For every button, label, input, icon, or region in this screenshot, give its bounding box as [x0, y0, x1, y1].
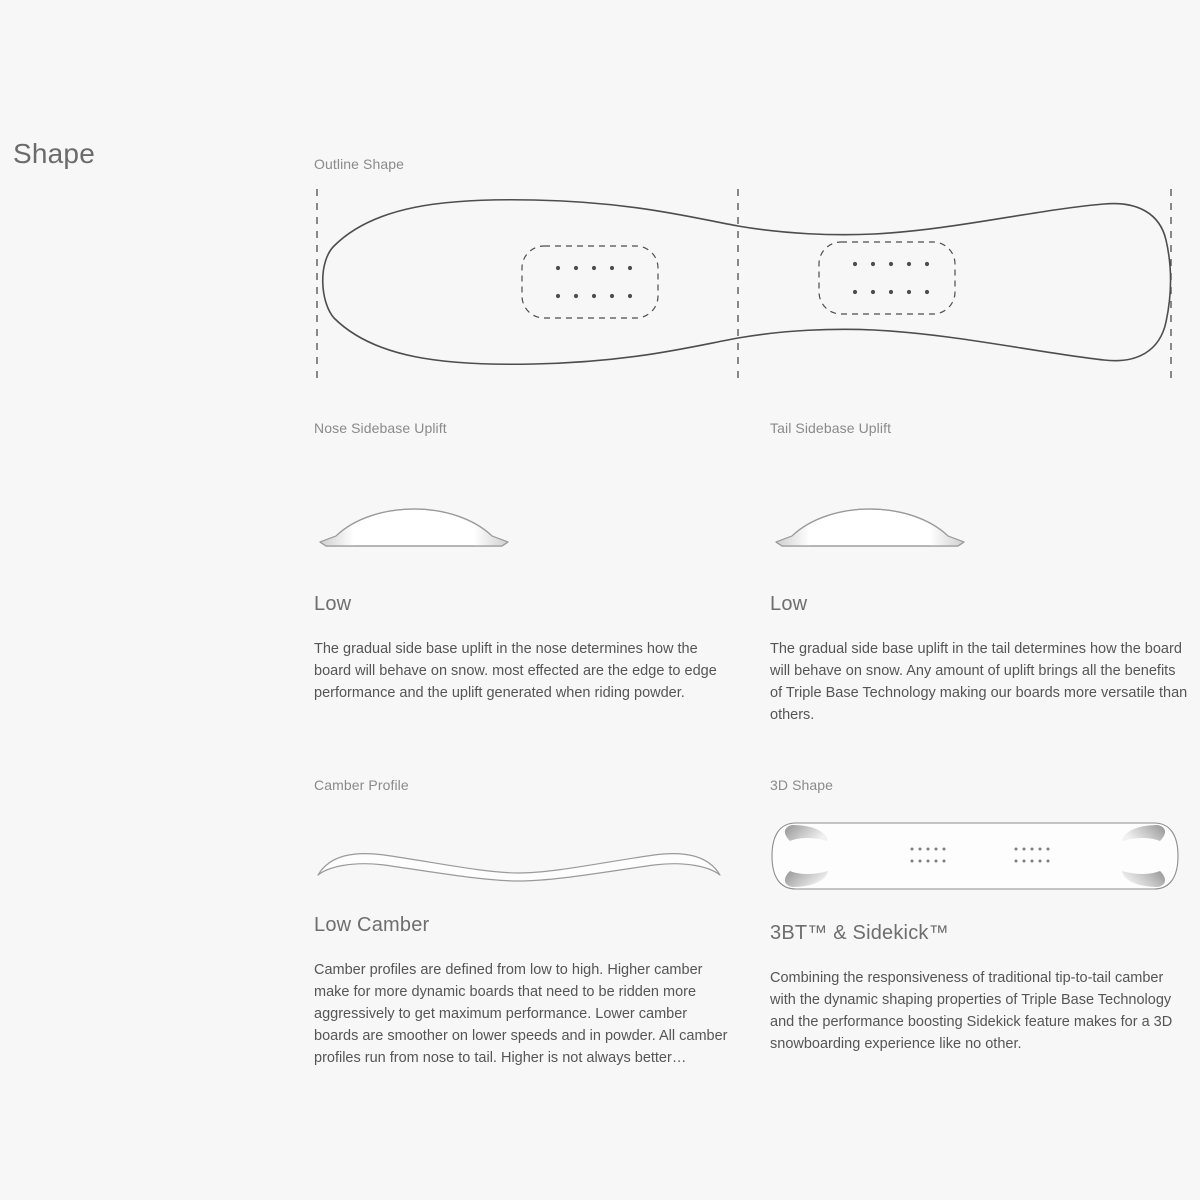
nose-uplift-value: Low: [314, 593, 352, 615]
3d-shape-label: 3D Shape: [770, 777, 834, 793]
tail-uplift-value: Low: [770, 593, 808, 615]
tail-sidebase-uplift-block: [770, 420, 1190, 726]
nose-sidebase-uplift-block: [314, 420, 734, 704]
binding-insert-nose: [522, 246, 658, 318]
outline-shape-label: Outline Shape: [314, 156, 405, 172]
snowboard-outline-diagram: [314, 184, 1174, 384]
camber-profile-description: Camber profiles are defined from low to high. Higher camber make for more dynamic boards that need to be ridden more aggressively to get maximum performance. Lower camber boards are smoother on lower speeds and in powder. All camber profiles run from nose to tail. Higher is not always better…: [314, 962, 728, 1067]
tail-sidebase-uplift-label: Tail Sidebase Uplift: [770, 420, 892, 436]
page-title: Shape: [13, 138, 95, 169]
tail-uplift-diagram: [770, 486, 970, 550]
3d-shape-description: Combining the responsiveness of traditional tip-to-tail camber with the dynamic shaping properties of Triple Base Technology and the performance boosting Sidekick feature makes for a 3D snowboarding experience like no other.: [770, 970, 1173, 1053]
board-outline-path: [323, 200, 1171, 365]
3d-shape-value: 3BT™ & Sidekick™: [770, 922, 949, 944]
nose-sidebase-uplift-label: Nose Sidebase Uplift: [314, 420, 447, 436]
3d-shape-block: [770, 777, 1190, 1055]
camber-profile-label: Camber Profile: [314, 777, 409, 793]
3d-shape-diagram: [770, 815, 1180, 897]
nose-uplift-description: The gradual side base uplift in the nose determines how the board will behave on snow. most effected are the edge to edge performance and the uplift generated when riding powder.: [314, 641, 717, 702]
outline-shape-block: [314, 156, 1174, 384]
binding-insert-tail: [819, 242, 955, 314]
camber-profile-value: Low Camber: [314, 914, 430, 936]
nose-uplift-diagram: [314, 486, 514, 550]
reference-lines: [317, 189, 1171, 379]
camber-profile-diagram: [314, 849, 724, 895]
tail-uplift-description: The gradual side base uplift in the tail determines how the board will behave on snow. Any amount of uplift brings all the benefits of Triple Base Technology making our boards more versatile than others.: [770, 641, 1188, 724]
camber-profile-block: [314, 777, 734, 1069]
